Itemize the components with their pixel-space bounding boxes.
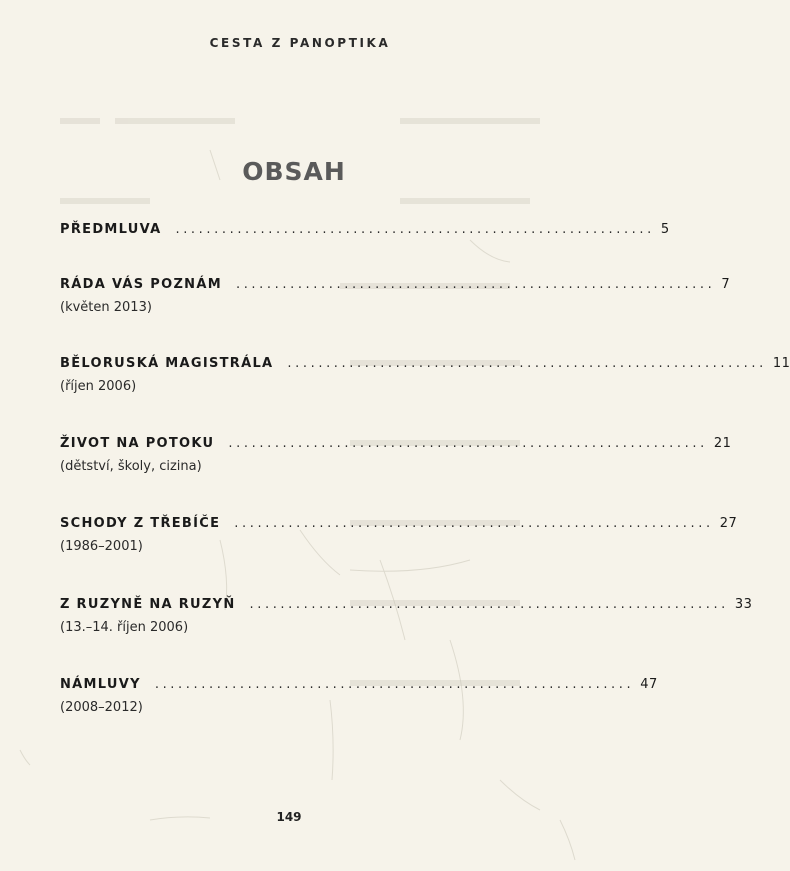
toc-entry-page: 7 [721, 277, 731, 292]
toc-entry-schody-z-trebice [60, 516, 738, 554]
toc-entry-beloruska-magistrala [60, 356, 790, 394]
toc-entry-title: Z RUZYNĚ NA RUZYŇ [60, 597, 236, 612]
toc-entry-page: 47 [640, 677, 658, 692]
dot-leader: .............................................................. [235, 277, 716, 292]
toc-entry-page: 33 [734, 597, 753, 612]
toc-entry-subtitle: (květen 2013) [60, 300, 152, 315]
toc-entry-title: PŘEDMLUVA [60, 222, 162, 237]
toc-entry-subtitle: (13.–14. říjen 2006) [60, 620, 189, 635]
toc-entry-title: RÁDA VÁS POZNÁM [60, 277, 222, 292]
toc-entry-rada-vas-poznam [60, 277, 731, 315]
running-head: CESTA Z PANOPTIKA [209, 36, 391, 50]
toc-entry-z-ruzyne-na-ruzyn [60, 597, 753, 635]
toc-entry-predmluva [60, 222, 670, 237]
toc-entry-namluvy [60, 677, 658, 715]
toc-entry-subtitle: (1986–2001) [60, 539, 143, 554]
toc-entry-page: 11 [772, 356, 790, 371]
toc-entry-subtitle: (2008–2012) [60, 700, 143, 715]
toc-entry-title: SCHODY Z TŘEBÍČE [60, 516, 221, 531]
page-number: 149 [276, 810, 302, 824]
toc-entry-page: 21 [713, 436, 732, 451]
toc-entry-page: 5 [660, 222, 670, 237]
toc-title: OBSAH [242, 157, 346, 186]
dot-leader: .............................................................. [175, 222, 655, 237]
toc-entry-zivot-na-potoku [60, 436, 732, 474]
dot-leader: .............................................................. [234, 516, 714, 531]
toc-entry-title: ŽIVOT NA POTOKU [60, 436, 215, 451]
toc-entry-title: NÁMLUVY [60, 677, 141, 692]
toc-entry-subtitle: (říjen 2006) [60, 379, 137, 394]
dot-leader: .............................................................. [154, 677, 635, 692]
dot-leader: .............................................................. [287, 356, 767, 371]
dot-leader: .............................................................. [249, 597, 729, 612]
toc-entry-subtitle: (dětství, školy, cizina) [60, 459, 202, 474]
dot-leader: .............................................................. [228, 436, 708, 451]
toc-entry-title: BĚLORUSKÁ MAGISTRÁLA [60, 356, 274, 371]
toc-entry-page: 27 [719, 516, 738, 531]
